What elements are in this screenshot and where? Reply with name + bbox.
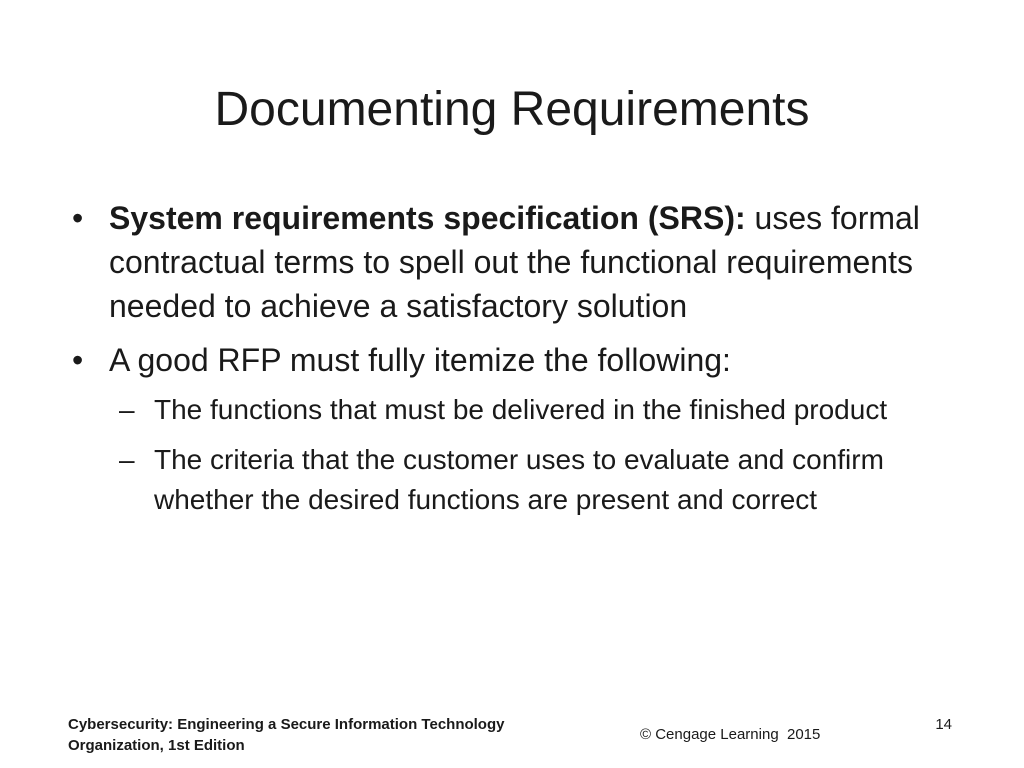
bullet-term: System requirements specification (SRS): (109, 200, 746, 236)
footer-book-title: Cybersecurity: Engineering a Secure Information Technology Organization, 1st Edition (68, 716, 505, 754)
sub-bullet-item (109, 440, 952, 520)
sub-bullet-marker: – (119, 444, 135, 475)
bullet-text: A good RFP must fully itemize the following: (109, 342, 731, 378)
bullet-marker: • (72, 200, 84, 236)
bullet-item-srs (72, 196, 952, 328)
sub-bullet-text: The criteria that the customer uses to evaluate and confirm whether the desired functions are present and correct (154, 444, 884, 515)
sub-bullet-marker: – (119, 394, 135, 425)
bullet-item-rfp (72, 338, 952, 520)
bullet-list (72, 196, 952, 530)
bullet-text: uses formal contractual terms to spell out the functional requirements needed to achieve a satisfactory solution (109, 200, 920, 324)
bullet-marker: • (72, 342, 84, 378)
slide-title: Documenting Requirements (214, 83, 810, 136)
footer-copyright: © Cengage Learning 2015 (640, 726, 821, 743)
sub-bullet-text: The functions that must be delivered in the finished product (154, 394, 888, 425)
sub-bullet-list (109, 390, 952, 520)
sub-bullet-item (109, 390, 952, 430)
slide-number: 14 (935, 716, 952, 733)
